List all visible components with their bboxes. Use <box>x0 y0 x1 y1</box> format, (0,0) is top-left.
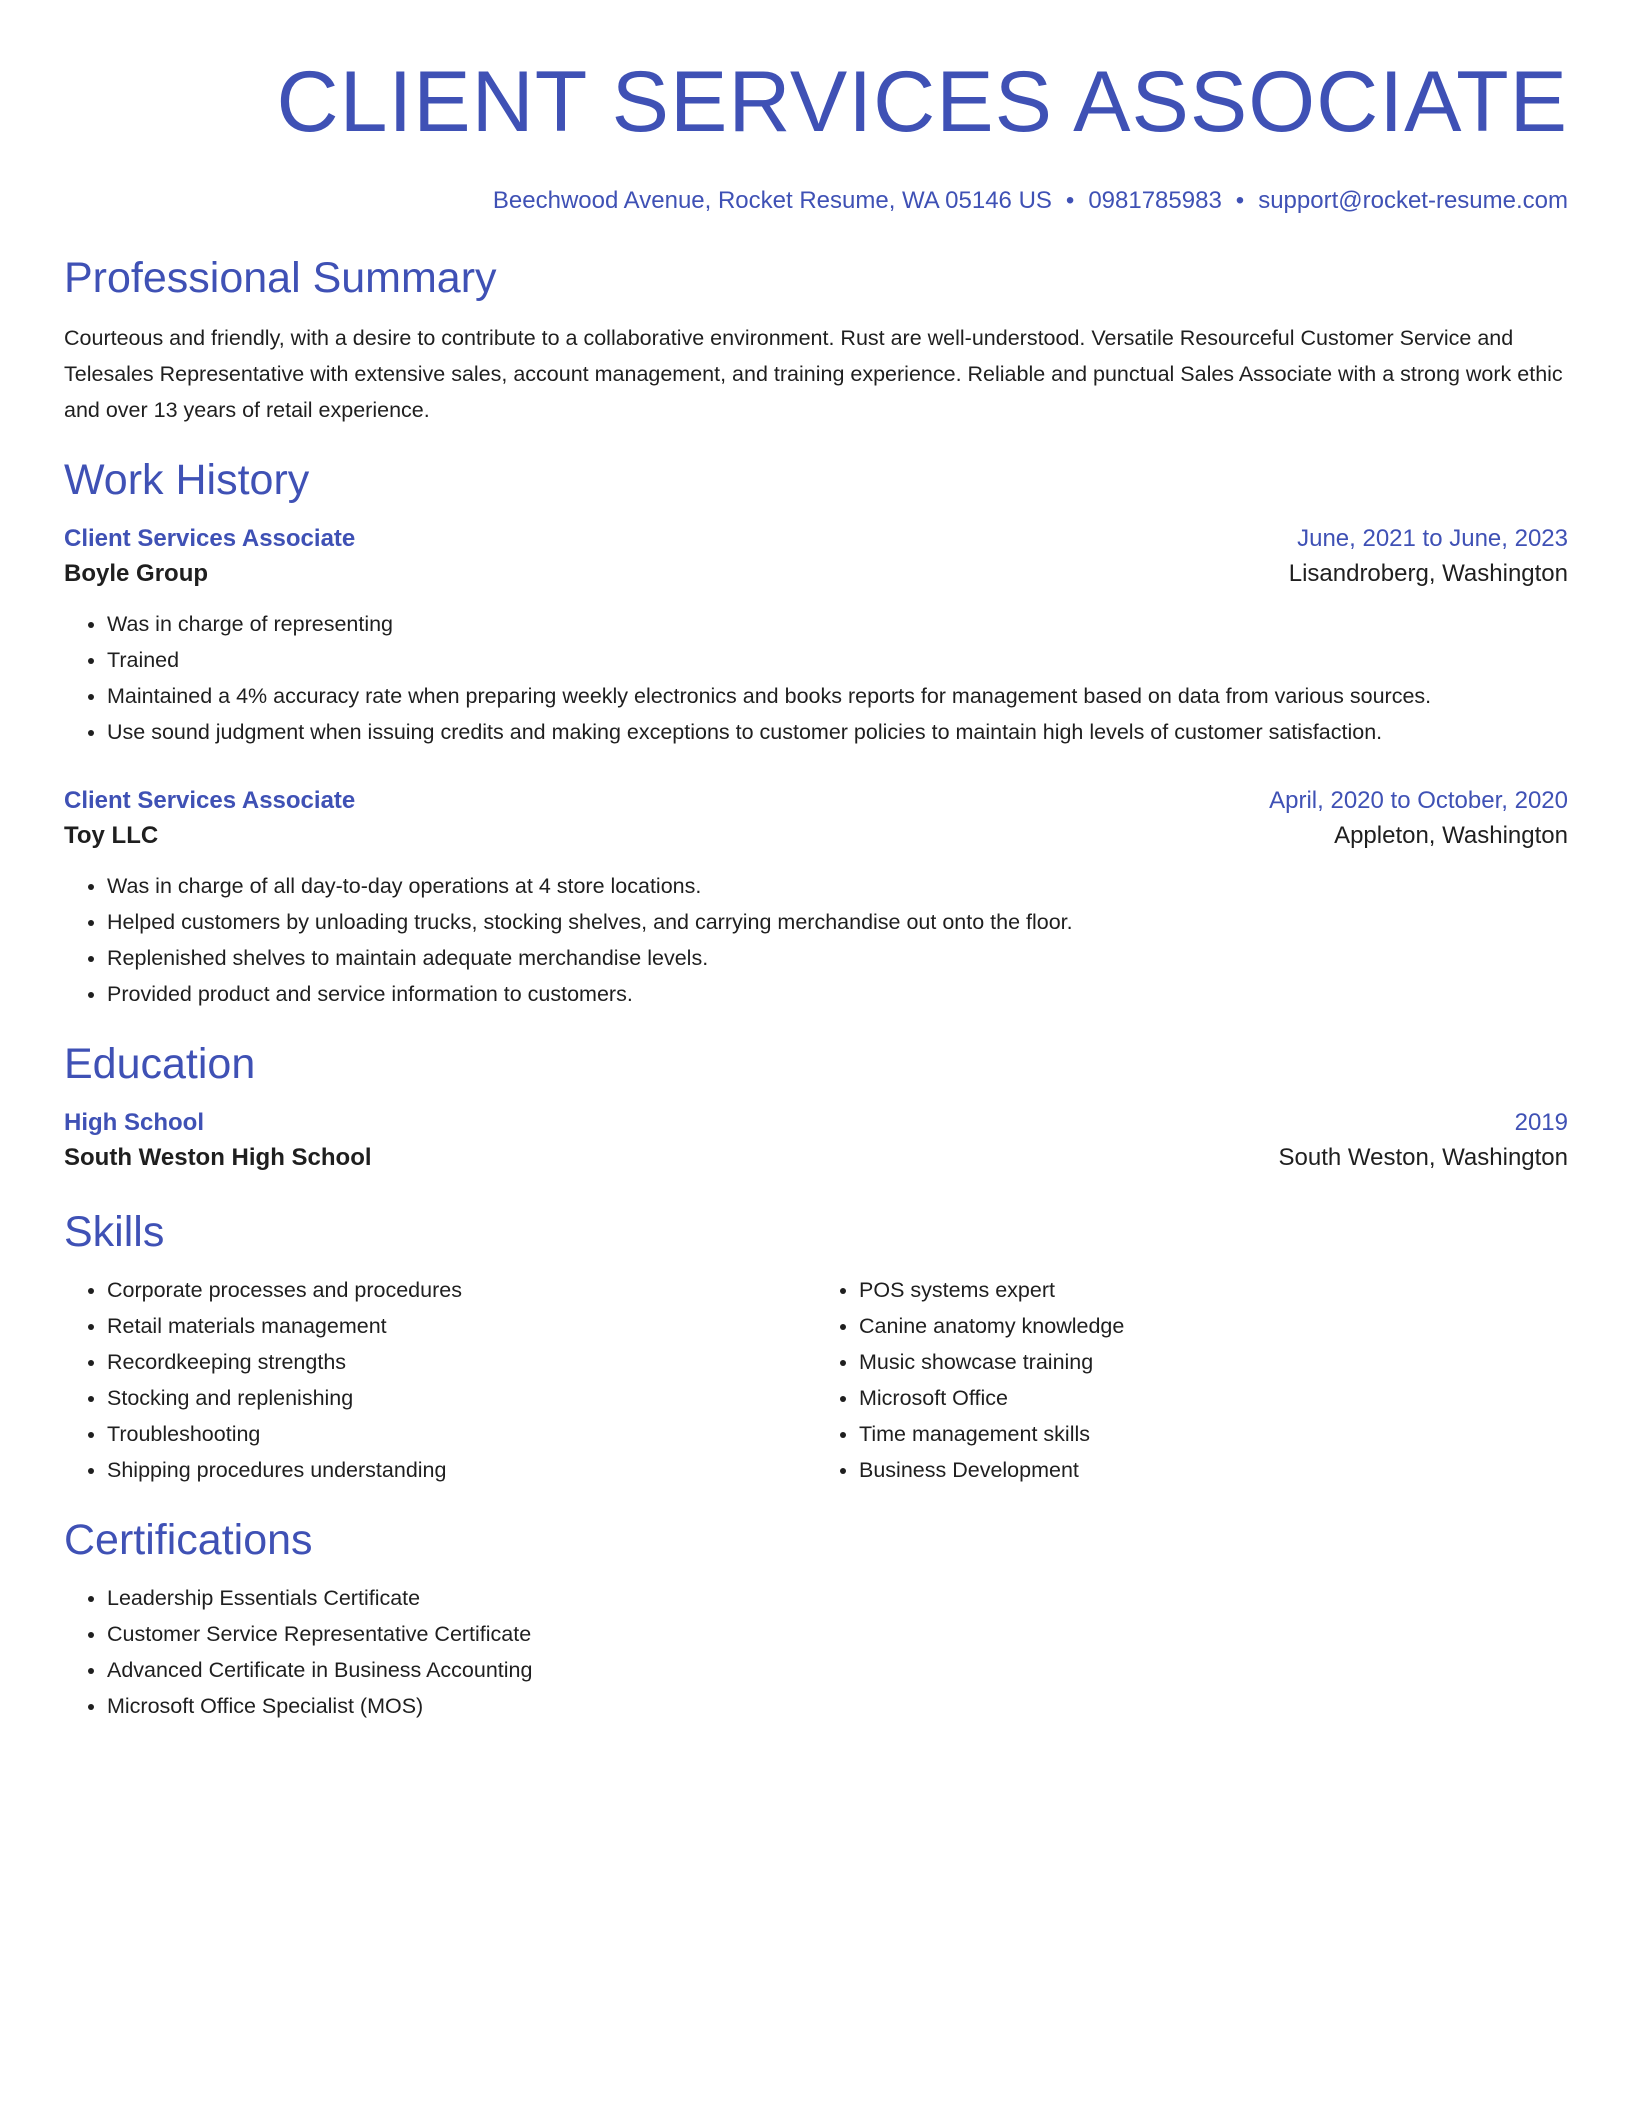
contact-separator: • <box>1065 187 1075 214</box>
contact-line <box>64 186 1568 216</box>
resume-header <box>64 52 1568 216</box>
contact-phone[interactable]: 0981785983 <box>1088 187 1222 214</box>
certification-item: • Customer Service Representative Certificate <box>107 1616 1568 1652</box>
skill-item: • Business Development <box>859 1452 1568 1488</box>
job-entry <box>64 522 1568 750</box>
summary-heading: Professional Summary <box>64 254 497 302</box>
job-bullet: • Replenished shelves to maintain adequate merchandise levels. <box>107 940 1568 976</box>
job-dates: April, 2020 to October, 2020 <box>1269 787 1568 814</box>
job-title-row <box>64 522 1568 556</box>
skill-item: • Retail materials management <box>107 1308 816 1344</box>
job-company-row <box>64 556 1568 592</box>
certification-item: • Microsoft Office Specialist (MOS) <box>107 1688 1568 1724</box>
education-entry <box>64 1106 1568 1176</box>
skills-heading: Skills <box>64 1208 165 1256</box>
job-title-row <box>64 784 1568 818</box>
skill-item: • POS systems expert <box>859 1272 1568 1308</box>
certifications-list <box>64 1580 1568 1724</box>
education-location: South Weston, Washington <box>1278 1144 1568 1171</box>
skill-item: • Microsoft Office <box>859 1380 1568 1416</box>
skill-item: • Corporate processes and procedures <box>107 1272 816 1308</box>
skill-item: • Stocking and replenishing <box>107 1380 816 1416</box>
skill-item: • Troubleshooting <box>107 1416 816 1452</box>
education-school: South Weston High School <box>64 1144 372 1171</box>
job-bullet: • Was in charge of representing <box>107 606 1568 642</box>
skills-list-right <box>816 1272 1568 1488</box>
contact-separator: • <box>1235 187 1245 214</box>
job-bullet: • Was in charge of all day-to-day operations at 4 store locations. <box>107 868 1568 904</box>
job-entry <box>64 784 1568 1012</box>
job-location: Lisandroberg, Washington <box>1288 560 1568 587</box>
contact-email[interactable]: support@rocket-resume.com <box>1258 187 1568 214</box>
education-year: 2019 <box>1514 1109 1568 1136</box>
job-bullets <box>64 606 1568 750</box>
job-bullet: • Trained <box>107 642 1568 678</box>
skill-item: • Time management skills <box>859 1416 1568 1452</box>
job-bullet: • Helped customers by unloading trucks, stocking shelves, and carrying merchandise out onto the floor. <box>107 904 1568 940</box>
certification-item: • Leadership Essentials Certificate <box>107 1580 1568 1616</box>
job-dates: June, 2021 to June, 2023 <box>1297 525 1568 552</box>
certification-item: • Advanced Certificate in Business Accounting <box>107 1652 1568 1688</box>
skill-item: • Canine anatomy knowledge <box>859 1308 1568 1344</box>
skill-item: • Recordkeeping strengths <box>107 1344 816 1380</box>
job-bullet: • Maintained a 4% accuracy rate when preparing weekly electronics and books reports for management based on data from various sources. <box>107 678 1568 714</box>
job-title: Client Services Associate <box>64 787 356 814</box>
summary-text: Courteous and friendly, with a desire to contribute to a collaborative environment. Rust are well-understood. Versatile Resourceful Customer Service and Telesales Representative with extensive sales, account management, and training experience. Reliable and punctual Sales Associate with a strong work ethic and over 13 years of retail experience. <box>64 326 1563 422</box>
education-heading: Education <box>64 1040 256 1088</box>
work-history-heading: Work History <box>64 456 310 504</box>
education-degree-row <box>64 1106 1568 1140</box>
education-school-row <box>64 1140 1568 1176</box>
skills-columns <box>64 1272 1568 1488</box>
job-bullet: • Use sound judgment when issuing credits and making exceptions to customer policies to maintain high levels of customer satisfaction. <box>107 714 1568 750</box>
skill-item: • Shipping procedures understanding <box>107 1452 816 1488</box>
resume-title: CLIENT SERVICES ASSOCIATE <box>276 54 1568 150</box>
skill-item: • Music showcase training <box>859 1344 1568 1380</box>
job-company-row <box>64 818 1568 854</box>
contact-address: Beechwood Avenue, Rocket Resume, WA 05146 US <box>492 187 1052 214</box>
certifications-heading: Certifications <box>64 1516 313 1564</box>
job-company: Toy LLC <box>64 822 159 849</box>
job-company: Boyle Group <box>64 560 209 587</box>
skills-list-left <box>64 1272 816 1488</box>
job-title: Client Services Associate <box>64 525 356 552</box>
job-bullets <box>64 868 1568 1012</box>
job-bullet: • Provided product and service information to customers. <box>107 976 1568 1012</box>
education-degree: High School <box>64 1109 204 1136</box>
job-location: Appleton, Washington <box>1334 822 1568 849</box>
